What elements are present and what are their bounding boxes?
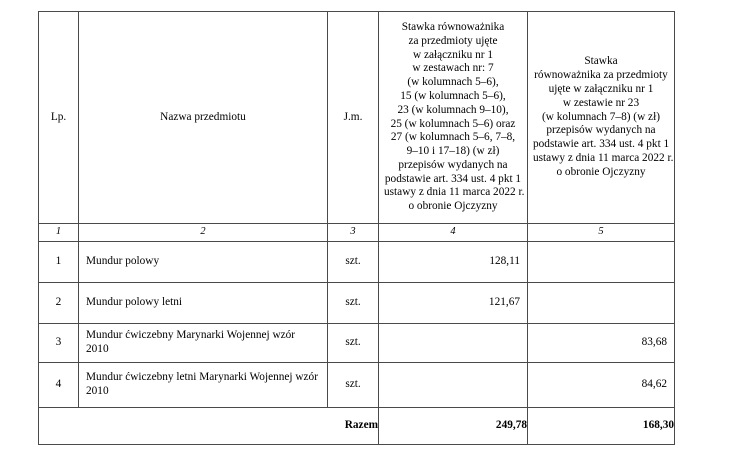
row-index: 1 (39, 242, 79, 283)
row-unit: szt. (328, 363, 379, 408)
row-rate-set23: 84,62 (528, 363, 675, 408)
row-unit: szt. (328, 283, 379, 324)
column-numbering-row (39, 224, 675, 242)
column-number-2: 2 (79, 224, 328, 242)
column-number-4: 4 (379, 224, 528, 242)
total-label: Razem (39, 408, 379, 445)
column-number-3: 3 (328, 224, 379, 242)
header-line: ustawy z dnia 11 marca 2022 r. (533, 151, 674, 164)
column-header-unit: J.m. (328, 12, 379, 224)
header-line: 23 (w kolumnach 9–10), (397, 103, 509, 116)
equivalent-rates-table (38, 11, 675, 445)
table-row (39, 283, 675, 324)
column-header-rate-set23 (528, 12, 675, 224)
row-rate-annex1: 128,11 (379, 242, 528, 283)
table-row (39, 242, 675, 283)
column-number-5: 5 (528, 224, 675, 242)
row-rate-annex1 (379, 324, 528, 363)
header-line: za przedmioty ujęte (408, 34, 498, 47)
header-line: (w kolumnach 7–8) (w zł) (542, 110, 660, 123)
row-item-name: Mundur polowy letni (79, 283, 328, 324)
header-line: w zestawach nr: 7 (412, 62, 494, 75)
table-row (39, 363, 675, 408)
header-line: równoważnika za przedmioty (534, 69, 668, 82)
header-line: podstawie art. 334 ust. 4 pkt 1 (533, 138, 670, 151)
row-rate-set23: 83,68 (528, 324, 675, 363)
row-unit: szt. (328, 324, 379, 363)
table-row (39, 324, 675, 363)
header-line: (w kolumnach 5–6), (407, 76, 499, 89)
header-line: o obronie Ojczyzny (556, 165, 646, 178)
header-line: przepisów wydanych na (398, 158, 508, 171)
row-item-name: Mundur ćwiczebny Marynarki Wojennej wzór 2010 (79, 324, 328, 363)
header-line: 9–10 i 17–18) (w zł) (406, 145, 500, 158)
total-rate-set23: 168,30 (528, 408, 675, 445)
row-index: 2 (39, 283, 79, 324)
table-header-row (39, 12, 675, 224)
header-line: 15 (w kolumnach 5–6), (400, 89, 506, 102)
header-line: 27 (w kolumnach 5–6, 7–8, (390, 131, 516, 144)
row-index: 4 (39, 363, 79, 408)
header-line: przepisów wydanych na (546, 124, 656, 137)
column-header-item-name: Nazwa przedmiotu (79, 12, 328, 224)
table-total-row (39, 408, 675, 445)
column-header-rate-annex1 (379, 12, 528, 224)
column-header-lp: Lp. (39, 12, 79, 224)
row-rate-set23 (528, 283, 675, 324)
header-line: w załączniku nr 1 (413, 48, 493, 61)
header-line: podstawie art. 334 ust. 4 pkt 1 (384, 172, 522, 185)
row-item-name: Mundur polowy (79, 242, 328, 283)
row-unit: szt. (328, 242, 379, 283)
row-rate-annex1 (379, 363, 528, 408)
header-line: Stawka (584, 55, 618, 68)
row-index: 3 (39, 324, 79, 363)
column-number-1: 1 (39, 224, 79, 242)
header-line: w zestawie nr 23 (562, 96, 640, 109)
header-line: 25 (w kolumnach 5–6) oraz (390, 117, 516, 130)
header-line: ustawy z dnia 11 marca 2022 r. (384, 186, 525, 199)
row-item-name: Mundur ćwiczebny letni Marynarki Wojennej wzór 2010 (79, 363, 328, 408)
header-line: o obronie Ojczyzny (408, 200, 498, 213)
row-rate-annex1: 121,67 (379, 283, 528, 324)
row-rate-set23 (528, 242, 675, 283)
header-line: Stawka równoważnika (401, 21, 505, 34)
total-rate-annex1: 249,78 (379, 408, 528, 445)
header-line: ujęte w załączniku nr 1 (548, 83, 654, 96)
